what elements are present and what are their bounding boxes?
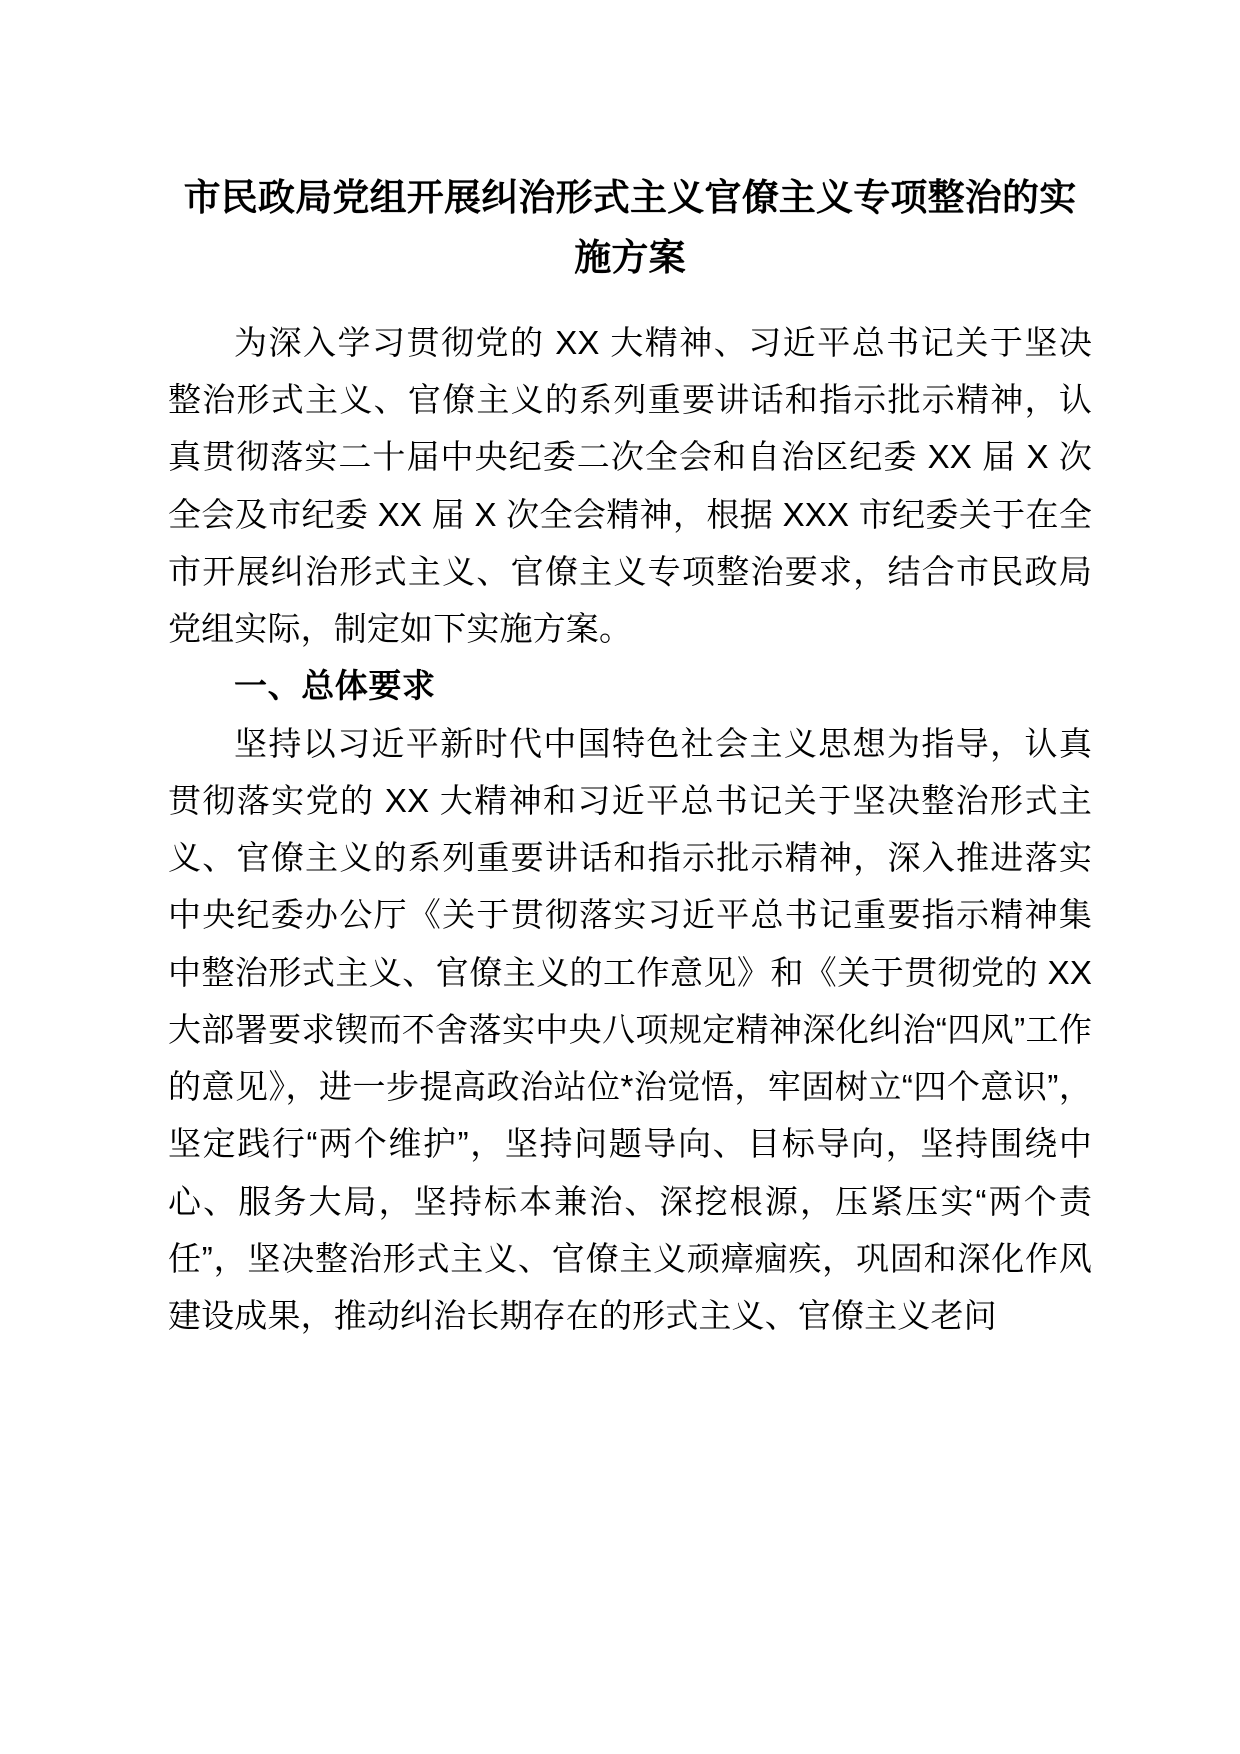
- paragraph-intro: 为深入学习贯彻党的 XX 大精神、习近平总书记关于坚决整治形式主义、官僚主义的系列重要讲话和指示批示精神，认真贯彻落实二十届中央纪委二次全会和自治区纪委 XX 届 X 次全会及市纪委 XX 届 X 次全会精神，根据 XXX 市纪委关于在全市开展纠治形式主义、官僚主义专项整治要求，结合市民政局党组实际，制定如下实施方案。: [168, 323, 1092, 648]
- section-heading-overall-requirements: 一、总体要求: [234, 667, 436, 705]
- paragraph-overall-requirements: 坚持以习近平新时代中国特色社会主义思想为指导，认真贯彻落实党的 XX 大精神和习近平总书记关于坚决整治形式主义、官僚主义的系列重要讲话和指示批示精神，深入推进落实中央纪委办公厅《关于贯彻落实习近平总书记重要指示精神集中整治形式主义、官僚主义的工作意见》和《关于贯彻党的 XX 大部署要求锲而不舍落实中央八项规定精神深化纠治“四风”工作的意见》，进一步提高政治站位*治觉悟，牢固树立“四个意识”，坚定践行“两个维护”，坚持问题导向、目标导向，坚持围绕中心、服务大局，坚持标本兼治、深挖根源，压紧压实“两个责任”，坚决整治形式主义、官僚主义顽瘴痼疾，巩固和深化作风建设成果，推动纠治长期存在的形式主义、官僚主义老问: [168, 724, 1092, 1335]
- page-title: 市民政局党组开展纠治形式主义官僚主义专项整治的实施方案: [183, 177, 1077, 278]
- document-body: [168, 314, 1092, 1345]
